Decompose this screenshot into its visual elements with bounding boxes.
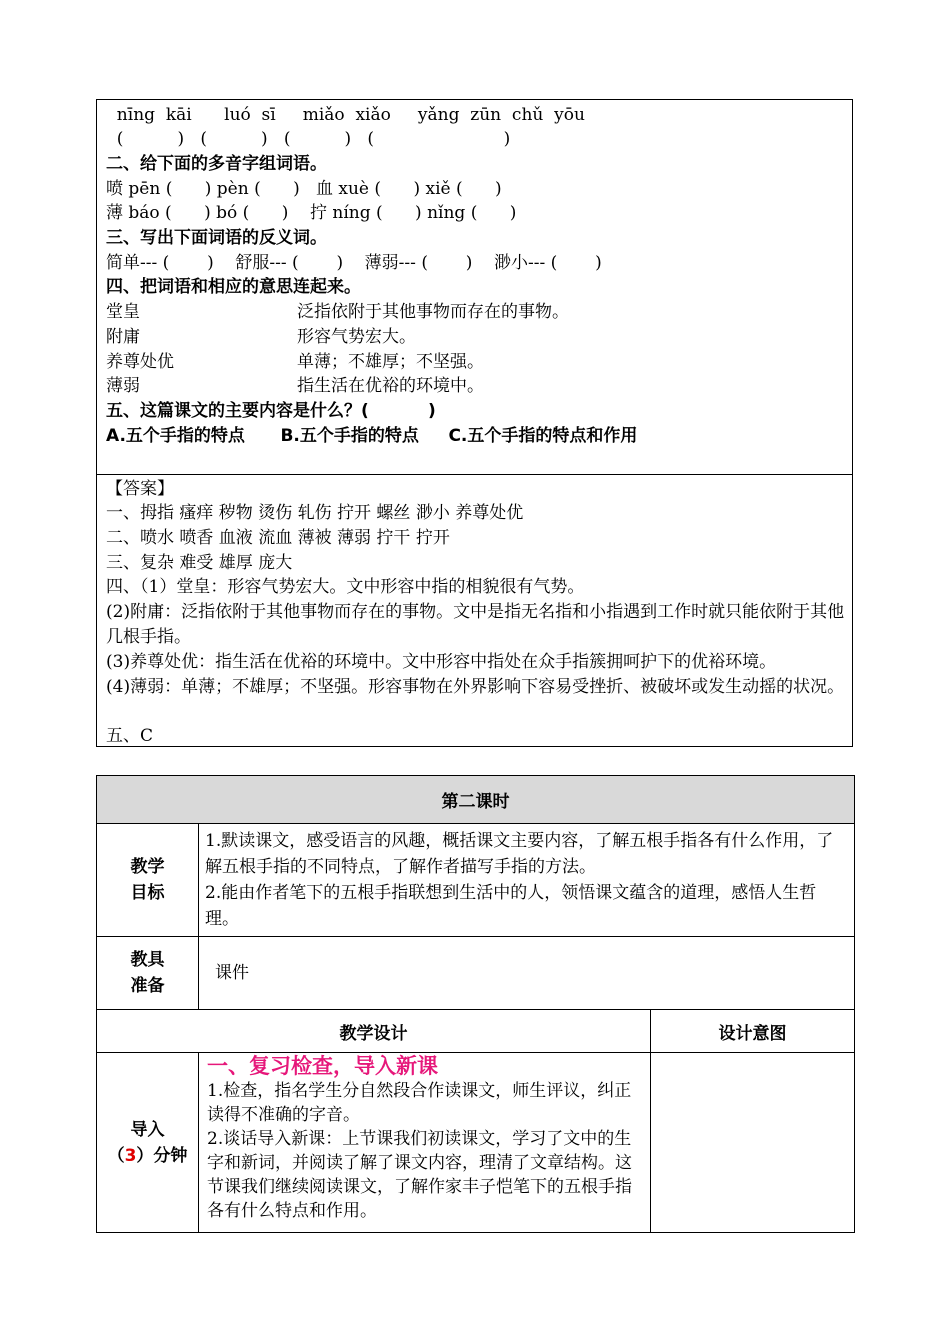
answer-line-6: (3)养尊处优：指生活在优裕的环境中。文中形容中指处在众手指簇拥呵护下的优裕环境。 xyxy=(106,652,777,672)
question-2-line-2: 薄 báo ( ) bó ( ) 拧 níng ( ) nǐng ( ) xyxy=(106,203,517,223)
goal-content xyxy=(199,824,855,937)
exercise-box xyxy=(96,99,853,747)
question-5-title: 五、这篇课文的主要内容是什么？( ) xyxy=(106,401,436,421)
answer-line-2: 二、喷水 喷香 血液 流血 薄被 薄弱 拧干 拧开 xyxy=(106,528,450,548)
paren-line: ( ) ( ) ( ) ( ) xyxy=(106,129,511,149)
step-paragraph-1: 1.检查，指名学生分自然段合作读课文，师生评议，纠正读得不准确的字音。 xyxy=(207,1081,632,1125)
question-3-line: 简单--- ( ) 舒服--- ( ) 薄弱--- ( ) 渺小--- ( ) xyxy=(106,253,602,273)
match-right-3: 单薄；不雄厚；不坚强。 xyxy=(297,352,484,372)
answer-line-5: (2)附庸：泛指依附于其他事物而存在的事物。文中是指无名指和小指遇到工作时就只能依附于其他几根手指。 xyxy=(106,602,845,647)
question-3-title: 三、写出下面词语的反义词。 xyxy=(106,228,327,248)
question-2-title: 二、给下面的多音字组词语。 xyxy=(106,154,327,174)
question-5-options: A.五个手指的特点 B.五个手指的特点 C.五个手指的特点和作用 xyxy=(106,426,638,446)
match-left-1: 堂皇 xyxy=(106,302,140,322)
answer-line-4: 四、（1）堂皇：形容气势宏大。文中形容中指的相貌很有气势。 xyxy=(106,577,585,597)
design-header: 教学设计 xyxy=(97,1010,651,1053)
answer-line-8: 五、C xyxy=(106,726,154,746)
goal-2: 2.能由作者笔下的五根手指联想到生活中的人，领悟课文蕴含的道理，感悟人生哲理。 xyxy=(205,883,817,929)
intent-content xyxy=(651,1053,855,1233)
goal-label: 教学 目标 xyxy=(97,824,199,937)
tools-label: 教具 准备 xyxy=(97,937,199,1010)
step-title: 一、复习检查，导入新课 xyxy=(207,1054,438,1078)
match-left-4: 薄弱 xyxy=(106,376,140,396)
answer-line-3: 三、复杂 难受 雄厚 庞大 xyxy=(106,553,293,573)
lesson-plan-table xyxy=(96,775,855,1233)
match-right-1: 泛指依附于其他事物而存在的事物。 xyxy=(297,302,569,322)
answer-line-1: 一、拇指 瘙痒 秽物 烫伤 轧伤 拧开 螺丝 渺小 养尊处优 xyxy=(106,503,524,523)
answer-divider xyxy=(97,474,852,475)
step-paragraph-2: 2.谈话导入新课：上节课我们初读课文，学习了文中的生字和新词，并阅读了解了课文内容，理清了文章结构。这节课我们继续阅读课文，了解作家丰子恺笔下的五根手指各有什么特点和作用。 xyxy=(207,1129,632,1221)
answer-title: 【答案】 xyxy=(106,479,174,499)
question-2-line-1: 喷 pēn ( ) pèn ( ) 血 xuè ( ) xiě ( ) xyxy=(106,179,502,199)
lesson-title: 第二课时 xyxy=(97,776,855,824)
question-4-title: 四、把词语和相应的意思连起来。 xyxy=(106,277,361,297)
match-left-3: 养尊处优 xyxy=(106,352,174,372)
pinyin-line: nīng kāi luó sī miǎo xiǎo yǎng zūn chǔ yōu xyxy=(106,105,585,125)
match-right-4: 指生活在优裕的环境中。 xyxy=(297,376,484,396)
intro-minutes: 3 xyxy=(124,1145,137,1166)
intro-label: 导入 （3）分钟 xyxy=(97,1053,199,1233)
answer-line-7: (4)薄弱：单薄；不雄厚；不坚强。形容事物在外界影响下容易受挫折、被破坏或发生动摇的状况。 xyxy=(106,677,845,697)
match-right-2: 形容气势宏大。 xyxy=(297,327,416,347)
tools-content: 课件 xyxy=(199,937,855,1010)
goal-1: 1.默读课文，感受语言的风趣，概括课文主要内容，了解五根手指各有什么作用，了解五根手指的不同特点，了解作者描写手指的方法。 xyxy=(205,831,834,877)
intro-content xyxy=(199,1053,651,1233)
intent-header: 设计意图 xyxy=(651,1010,855,1053)
match-left-2: 附庸 xyxy=(106,327,140,347)
